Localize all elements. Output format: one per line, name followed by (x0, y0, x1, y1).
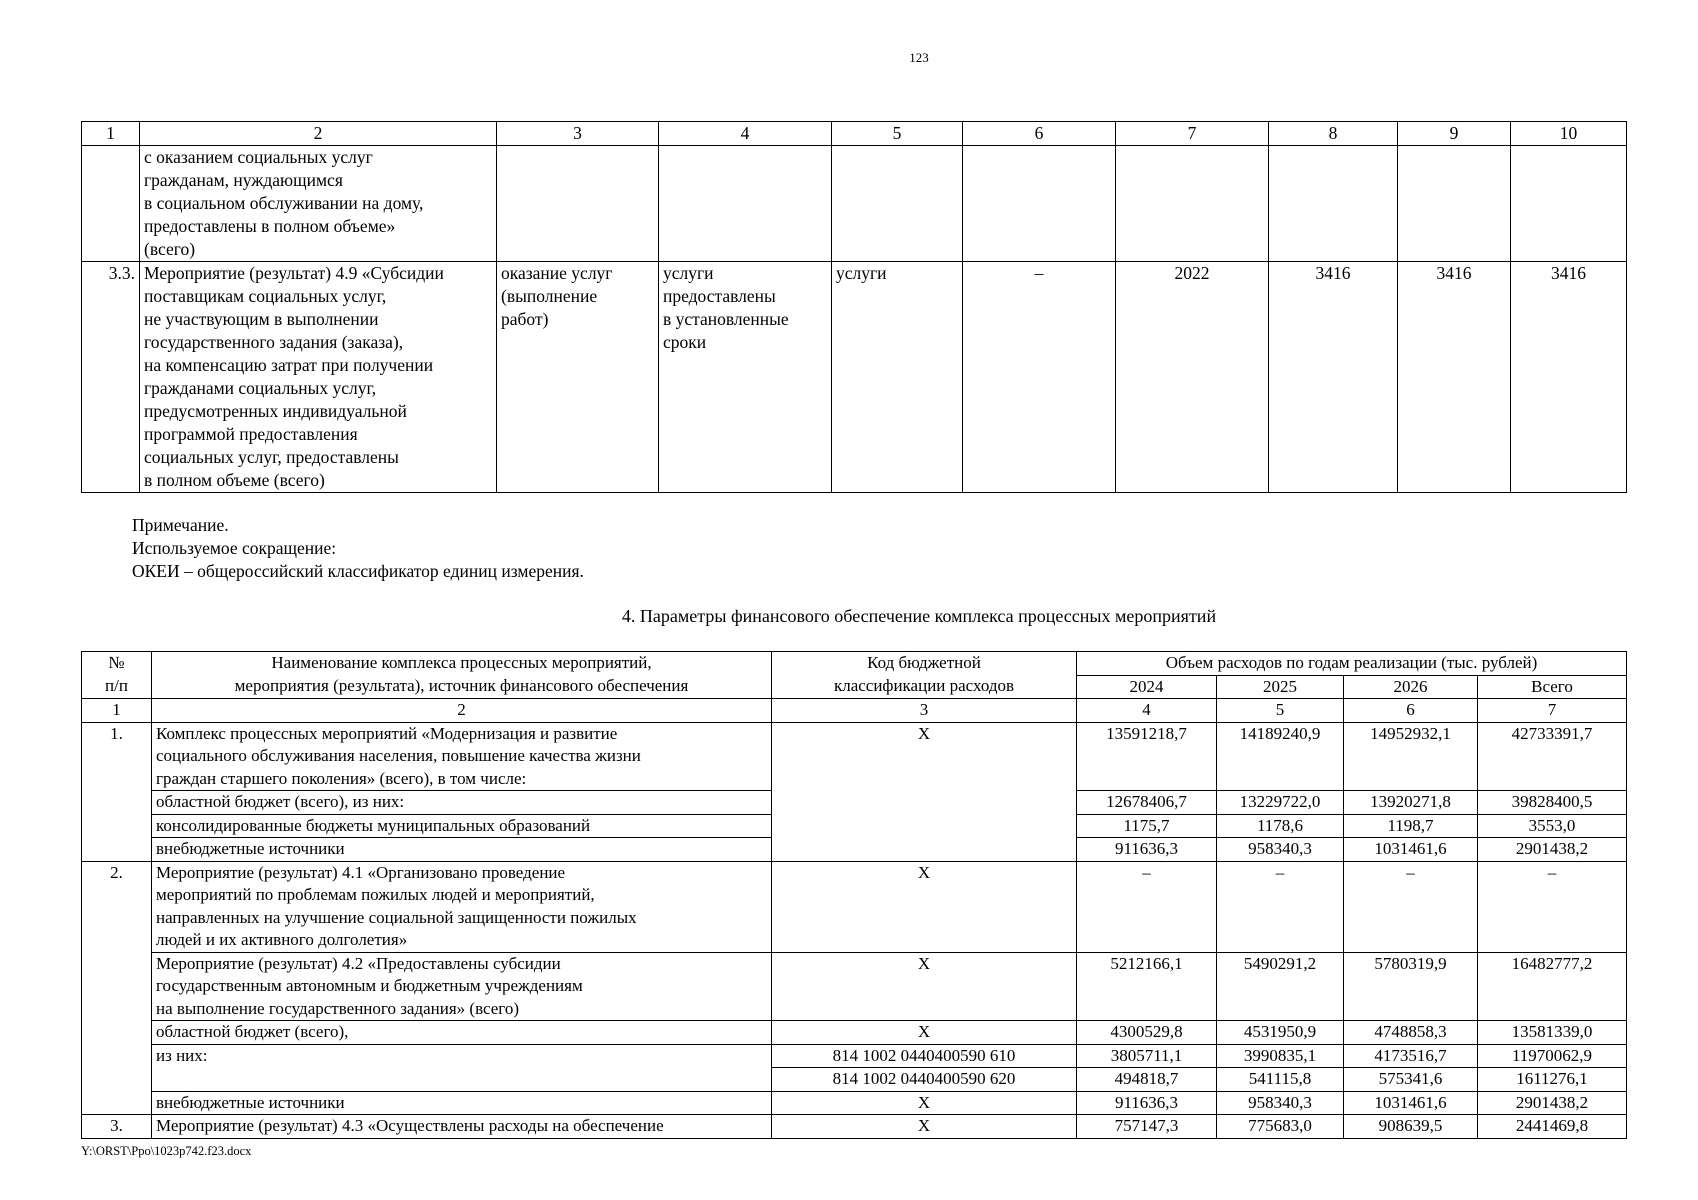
value-2024: 12678406,7 (1077, 791, 1217, 815)
value-2025: 3990835,1 (1217, 1044, 1344, 1068)
col-index-2: 2 (140, 122, 497, 146)
row-name: областной бюджет (всего), (152, 1021, 772, 1045)
empty-cell (1511, 146, 1627, 262)
col-index-4: 4 (659, 122, 832, 146)
value-2026: 13920271,8 (1344, 791, 1478, 815)
financing-table (81, 651, 1627, 1139)
row-name: внебюджетные источники (152, 1091, 772, 1115)
empty-cell (832, 146, 963, 262)
value-total: 16482777,2 (1478, 952, 1627, 1021)
empty-cell (1269, 146, 1398, 262)
value-2024: 4300529,8 (1077, 1021, 1217, 1045)
row-name: Комплекс процессных мероприятий «Модернизация и развитие социального обслуживания населения, повышение качества жизни граждан старшего поколения» (всего), в том числе: (152, 722, 772, 791)
header-row (82, 652, 1627, 676)
col-index-1: 1 (82, 699, 152, 723)
value-total: 42733391,7 (1478, 722, 1627, 791)
col-index-3: 3 (497, 122, 659, 146)
budget-code: 814 1002 0440400590 620 (772, 1068, 1077, 1092)
value-total: 1611276,1 (1478, 1068, 1627, 1092)
value-2026: 14952932,1 (1344, 722, 1478, 791)
value-2024: 911636,3 (1077, 838, 1217, 862)
value-2025: 5490291,2 (1217, 952, 1344, 1021)
table-row (82, 722, 1627, 791)
value-2025: 4531950,9 (1217, 1021, 1344, 1045)
section-title: 4. Параметры финансового обеспечение комплекса процессных мероприятий (621, 606, 1217, 626)
unit: услуги (832, 262, 963, 493)
table-row (82, 1044, 1627, 1068)
value-total: 39828400,5 (1478, 791, 1627, 815)
value-2024: 911636,3 (1077, 1091, 1217, 1115)
col-index-1: 1 (82, 122, 140, 146)
col-index-6: 6 (1344, 699, 1478, 723)
value-total: 11970062,9 (1478, 1044, 1627, 1068)
value-2026: 1031461,6 (1344, 1091, 1478, 1115)
row-name: внебюджетные источники (152, 838, 772, 862)
activities-table (81, 121, 1627, 493)
budget-code: Х (772, 861, 1077, 952)
value-2025: 13229722,0 (1217, 791, 1344, 815)
table-row (82, 1091, 1627, 1115)
value-total: 2441469,8 (1478, 1115, 1627, 1139)
value-2026: 908639,5 (1344, 1115, 1478, 1139)
file-path-footer: Y:\ORST\Ppo\1023p742.f23.docx (81, 1144, 252, 1158)
value-2026: 1198,7 (1344, 814, 1478, 838)
empty-cell (1116, 146, 1269, 262)
value-2025: 958340,3 (1217, 1091, 1344, 1115)
empty-cell (659, 146, 832, 262)
table-row (82, 262, 1627, 493)
empty-cell (1398, 146, 1511, 262)
col-index-9: 9 (1398, 122, 1511, 146)
header-total: Всего (1478, 675, 1627, 699)
row-number: 3.3. (82, 262, 140, 493)
row-number: 1. (82, 722, 152, 861)
row-name: Мероприятие (результат) 4.9 «Субсидии поставщикам социальных услуг, не участвующим в выполнении государственного задания (заказа), на компенсацию затрат при получении гражданами социальных услуг, предусмотренных индивидуальной программой предоставления социальных услуг, предоставлены в полном объеме (всего) (140, 262, 497, 493)
value-2026: 3416 (1511, 262, 1627, 493)
value-total: 2901438,2 (1478, 838, 1627, 862)
value-2025: 775683,0 (1217, 1115, 1344, 1139)
header-code: Код бюджетной классификации расходов (772, 652, 1077, 699)
value-2025: 541115,8 (1217, 1068, 1344, 1092)
header-volume: Объем расходов по годам реализации (тыс. рублей) (1077, 652, 1627, 676)
value-2026: 575341,6 (1344, 1068, 1478, 1092)
value-2026: 4173516,7 (1344, 1044, 1478, 1068)
col-index-8: 8 (1269, 122, 1398, 146)
budget-code: Х (772, 722, 1077, 861)
column-index-row (82, 699, 1627, 723)
row-name: из них: (152, 1044, 772, 1091)
note-okei: ОКЕИ – общероссийский классификатор единиц измерения. (132, 561, 584, 581)
row-number: 2. (82, 861, 152, 1115)
row-name: Мероприятие (результат) 4.1 «Организовано проведение мероприятий по проблемам пожилых людей и мероприятий, направленных на улучшение социальной защищенности пожилых людей и их активного долголетия» (152, 861, 772, 952)
table-row (82, 1115, 1627, 1139)
value-total: 3553,0 (1478, 814, 1627, 838)
col-index-5: 5 (1217, 699, 1344, 723)
activity-result: услуги предоставлены в установленные сроки (659, 262, 832, 493)
table-row (82, 146, 1627, 262)
value-2026: 4748858,3 (1344, 1021, 1478, 1045)
empty-cell (963, 146, 1116, 262)
value-2024: 494818,7 (1077, 1068, 1217, 1092)
budget-code: 814 1002 0440400590 610 (772, 1044, 1077, 1068)
col-index-2: 2 (152, 699, 772, 723)
value-2024: 13591218,7 (1077, 722, 1217, 791)
value-total: – (1478, 861, 1627, 952)
row-name: Мероприятие (результат) 4.2 «Предоставлены субсидии государственным автономным и бюджетным учреждениям на выполнение государственного задания» (всего) (152, 952, 772, 1021)
header-year-2026: 2026 (1344, 675, 1478, 699)
value-2024: – (1077, 861, 1217, 952)
budget-code: Х (772, 952, 1077, 1021)
value-2025: – (1217, 861, 1344, 952)
col-index-7: 7 (1478, 699, 1627, 723)
value-2024: 3805711,1 (1077, 1044, 1217, 1068)
column-index-row (82, 122, 1627, 146)
col-index-4: 4 (1077, 699, 1217, 723)
table-row (82, 952, 1627, 1021)
value-2025: 3416 (1398, 262, 1511, 493)
table-row (82, 861, 1627, 952)
value-2024: 3416 (1269, 262, 1398, 493)
value-2024: 1175,7 (1077, 814, 1217, 838)
row-name: Мероприятие (результат) 4.3 «Осуществлены расходы на обеспечение (152, 1115, 772, 1139)
value-2025: 958340,3 (1217, 838, 1344, 862)
okei-code: – (963, 262, 1116, 493)
value-2025: 1178,6 (1217, 814, 1344, 838)
row-number: 3. (82, 1115, 152, 1139)
value-2024: 5212166,1 (1077, 952, 1217, 1021)
row-name: областной бюджет (всего), из них: (152, 791, 772, 815)
value-2026: 1031461,6 (1344, 838, 1478, 862)
base-year: 2022 (1116, 262, 1269, 493)
budget-code: Х (772, 1021, 1077, 1045)
row-name: консолидированные бюджеты муниципальных образований (152, 814, 772, 838)
budget-code: Х (772, 1115, 1077, 1139)
note-title: Примечание. (132, 515, 229, 535)
col-index-5: 5 (832, 122, 963, 146)
row-number (82, 146, 140, 262)
col-index-6: 6 (963, 122, 1116, 146)
header-year-2024: 2024 (1077, 675, 1217, 699)
header-num: № п/п (82, 652, 152, 699)
table-row (82, 1021, 1627, 1045)
header-year-2025: 2025 (1217, 675, 1344, 699)
activity-type: оказание услуг (выполнение работ) (497, 262, 659, 493)
notes (132, 514, 584, 583)
col-index-10: 10 (1511, 122, 1627, 146)
header-name: Наименование комплекса процессных мероприятий, мероприятия (результата), источник финансового обеспечения (152, 652, 772, 699)
page-number: 123 (909, 50, 929, 65)
budget-code: Х (772, 1091, 1077, 1115)
col-index-3: 3 (772, 699, 1077, 723)
value-2024: 757147,3 (1077, 1115, 1217, 1139)
empty-cell (497, 146, 659, 262)
value-total: 13581339,0 (1478, 1021, 1627, 1045)
row-name: с оказанием социальных услуг гражданам, нуждающимся в социальном обслуживании на дому, предоставлены в полном объеме» (всего) (140, 146, 497, 262)
note-abbrev: Используемое сокращение: (132, 538, 337, 558)
value-2026: 5780319,9 (1344, 952, 1478, 1021)
col-index-7: 7 (1116, 122, 1269, 146)
value-total: 2901438,2 (1478, 1091, 1627, 1115)
value-2026: – (1344, 861, 1478, 952)
value-2025: 14189240,9 (1217, 722, 1344, 791)
